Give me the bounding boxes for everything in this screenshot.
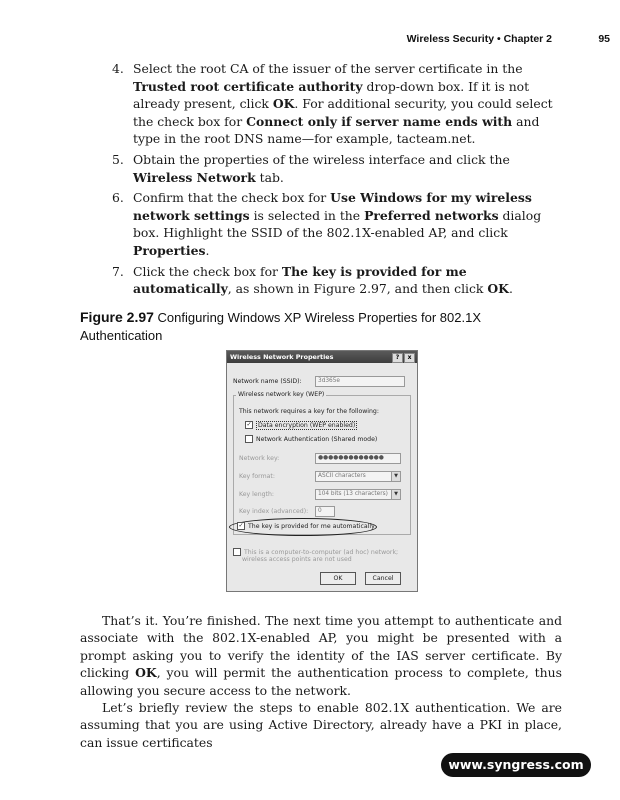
step-number: 6. [112,190,124,206]
bold-run: OK [135,665,157,681]
ssid-input[interactable]: 3d365e [315,376,405,387]
steps-list [112,60,567,301]
wep-group-title: Wireless network key (WEP) [238,391,325,398]
key-format-label: Key format: [239,473,275,480]
data-encryption-checkbox[interactable]: ✓ [246,421,252,428]
key-index-label: Key index (advanced): [239,508,309,515]
auto-key-checkbox[interactable]: ✓ [238,522,244,529]
step-number: 5. [112,151,124,167]
shared-auth-checkbox[interactable] [245,435,253,443]
adhoc-label: This is a computer-to-computer (ad hoc) network; [244,549,399,556]
adhoc-label-line2: wireless access points are not used [242,556,352,563]
data-encryption-label: Data encryption (WEP enabled) [258,422,356,429]
step-number: 4. [112,61,124,76]
text-run: , as shown in Figure 2.97, and then click [227,281,488,297]
auto-key-row [237,522,375,530]
publisher-url-badge[interactable]: www.syngress.com [441,753,591,777]
text-run: Confirm that the check box for [133,190,331,206]
bold-run: OK [487,281,509,297]
step-item [112,189,567,259]
help-button[interactable]: ? [392,353,403,363]
text-run: . For additional security, you could select the check box for [133,96,553,129]
key-index-spinner[interactable]: 0 [315,506,335,517]
figure-caption-text: Configuring Windows XP Wireless Properties for 802.1X Authentication [80,310,482,343]
key-format-value: ASCII characters [318,473,366,479]
shared-auth-row [245,435,377,443]
page-number: 95 [598,33,610,45]
shared-auth-label: Network Authentication (Shared mode) [256,436,378,443]
text-run: Select the root CA of the issuer of the server certificate in the [133,61,523,76]
text-run: is selected in the [249,207,365,223]
text-run: That’s it. You’re finished. The next time you attempt to authenticate and associate with the 802.1X-enabled AP, you might be presented with a prompt asking you to verify the identity of the IAS server certificate. By clicking [80,613,562,681]
figure-caption [80,308,550,345]
step-text [133,190,541,258]
step-item [112,263,567,298]
bold-run: Properties [133,242,206,258]
text-run: , you will permit the authentication process to complete, thus allowing you secure access to the network. [80,665,562,698]
adhoc-checkbox[interactable] [233,548,241,556]
step-number: 7. [112,263,124,279]
bold-run: Preferred networks [364,207,499,223]
dialog-title: Wireless Network Properties [230,353,334,361]
network-key-label: Network key: [239,455,280,462]
step-text [133,152,510,185]
cancel-button[interactable]: Cancel [365,572,401,585]
network-key-input[interactable]: ●●●●●●●●●●●●● [315,453,401,464]
running-header [10,33,610,49]
step-item [112,151,567,186]
text-run: dialog box. Highlight the SSID of the 802.1X-enabled AP, and click [133,207,542,241]
close-button[interactable]: x [404,353,415,363]
key-length-value: 104 bits (13 characters) [318,491,388,497]
key-length-select[interactable] [315,489,401,500]
ok-button[interactable]: OK [320,572,356,585]
text-run: Let’s briefly review the steps to enable 802.1X authentication. We are assuming that you are using Active Directory, already have a PKI in place, can issue certificates [80,700,562,750]
text-run: . [508,281,513,297]
chevron-down-icon: ▼ [391,490,400,499]
text-run: drop-down box. If it is not already present, click [133,78,530,112]
step-text [133,61,553,146]
bold-run: Connect only if server name ends with [246,113,513,129]
bold-run: Wireless Network [133,169,256,185]
key-required-text: This network requires a key for the following: [239,408,379,415]
chevron-down-icon: ▼ [391,472,400,481]
bold-run: The key is provided for me automatically [133,263,467,297]
wireless-network-properties-dialog [226,350,418,592]
text-run: Click the check box for [133,263,282,279]
step-text [133,264,513,297]
auto-key-label: The key is provided for me automatically [248,523,375,530]
data-encryption-row [245,421,357,429]
text-run: tab. [255,169,284,185]
ssid-label: Network name (SSID): [233,378,302,385]
text-run: Obtain the properties of the wireless interface and click the [133,151,510,167]
paragraph [80,612,562,699]
bold-run: Use Windows for my wireless network settings [133,190,532,223]
key-length-label: Key length: [239,491,274,498]
key-format-select[interactable] [315,471,401,482]
text-run: and type in the root DNS name—for example, tacteam.net. [133,113,540,147]
text-run: . [205,242,210,258]
bold-run: Trusted root certificate authority [133,78,363,94]
body-text [80,612,562,751]
figure-number: Figure 2.97 [80,309,154,325]
paragraph [80,699,562,751]
dialog-title-bar [227,351,417,363]
step-item [112,60,567,148]
running-title: Wireless Security • Chapter 2 [406,33,552,45]
adhoc-row [233,548,398,556]
bold-run: OK [272,96,295,112]
